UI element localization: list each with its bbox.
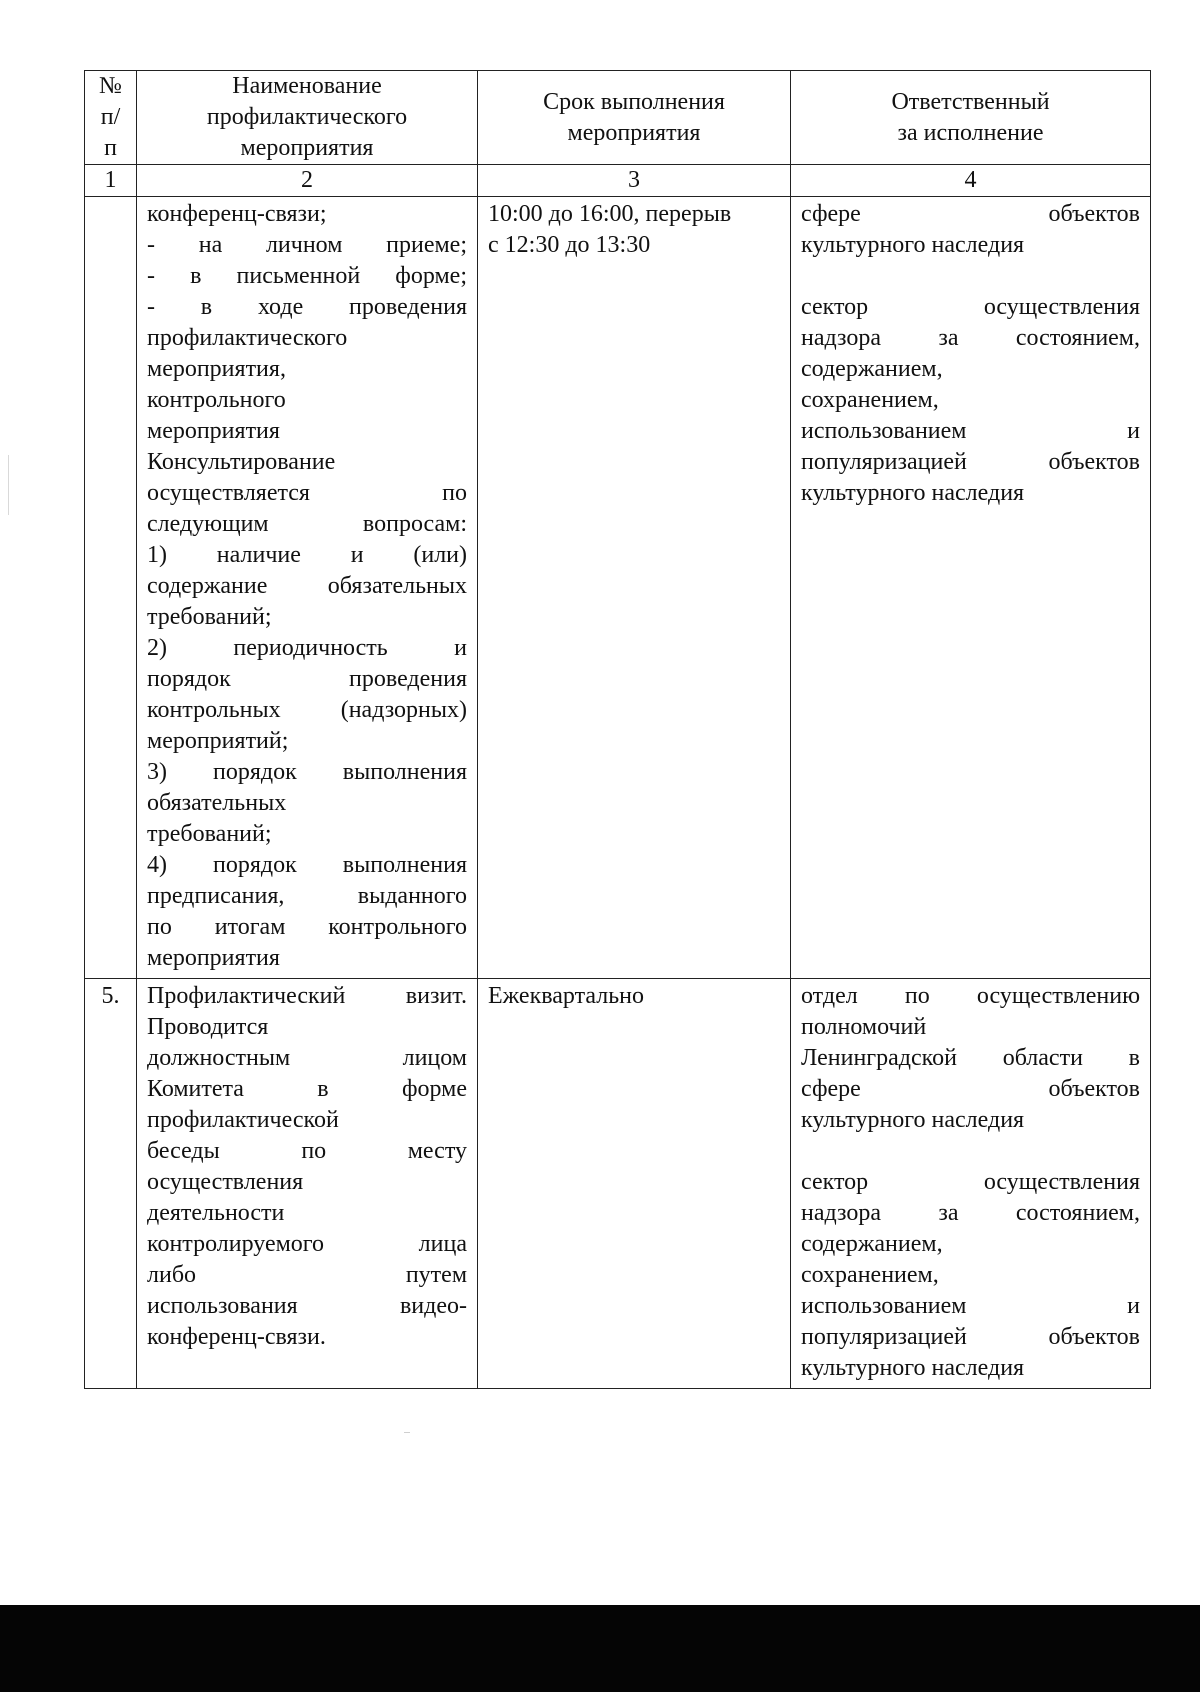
activity-name-cell-line: Комитета в форме (147, 1076, 467, 1102)
activity-name-cell-line: по итогам контрольного (147, 914, 467, 940)
activity-name-cell-line: осуществляется по (147, 480, 467, 506)
responsible-line: сектор осуществления (801, 294, 1140, 320)
activity-name-cell-line: предписания, выданного (147, 883, 467, 909)
header-term-line: мероприятия (567, 119, 701, 146)
responsible-line: культурного наследия (801, 232, 1025, 258)
responsible-line: сохранением, (801, 387, 939, 413)
row-number (85, 197, 137, 979)
paragraph-gap (801, 1136, 1140, 1167)
responsible-line: содержанием, (801, 1231, 943, 1257)
activity-name-cell-line: обязательных (147, 790, 287, 816)
column-number: 3 (478, 165, 791, 197)
header-name-line: мероприятия (240, 135, 374, 161)
activity-name-cell-line: конференц-связи; (147, 201, 327, 227)
activity-name-cell-line: 1) наличие и (или) (147, 542, 467, 568)
header-num-line: п/ (100, 104, 121, 130)
header-name-line: Наименование (232, 73, 382, 99)
term-cell (478, 197, 791, 979)
activity-name-cell-line: 3) порядок выполнения (147, 759, 467, 785)
responsible-line: надзора за состоянием, (801, 325, 1140, 351)
activity-name-cell-line: должностным лицом (147, 1045, 467, 1071)
responsible-line: популяризацией объектов (801, 449, 1140, 475)
responsible-line: полномочий (801, 1014, 927, 1040)
header-term (478, 71, 791, 165)
activity-name-cell-line: Профилактический визит. (147, 983, 467, 1009)
table-row (85, 979, 1151, 1389)
table-header-row (85, 71, 1151, 165)
responsible-cell (791, 197, 1151, 979)
activity-name-cell-line: либо путем (147, 1262, 467, 1288)
activity-name-cell-line: содержание обязательных (147, 573, 467, 599)
paragraph-gap (801, 261, 1140, 292)
responsible-line: использованием и (801, 418, 1140, 444)
activity-name-cell-line: профилактического (147, 325, 348, 351)
activity-name-cell-line: беседы по месту (147, 1138, 467, 1164)
activity-name-cell-line: мероприятия, (147, 356, 286, 382)
term-cell-line: 10:00 до 16:00, перерыв (488, 201, 732, 227)
responsible-line: использованием и (801, 1293, 1140, 1319)
scan-artifact-dot (404, 1432, 410, 1433)
responsible-line: культурного наследия (801, 480, 1025, 506)
column-number: 2 (137, 165, 478, 197)
activity-name-cell-line: осуществления (147, 1169, 304, 1195)
header-resp-line: за исполнение (897, 119, 1044, 146)
table-row (85, 197, 1151, 979)
activity-name-cell-line: профилактической (147, 1107, 339, 1133)
header-name-line: профилактического (206, 104, 408, 130)
responsible-line: содержанием, (801, 356, 943, 382)
activity-name-cell-line: 4) порядок выполнения (147, 852, 467, 878)
column-number: 4 (791, 165, 1151, 197)
responsible-cell (791, 979, 1151, 1389)
column-number: 1 (85, 165, 137, 197)
responsible-line: сохранением, (801, 1262, 939, 1288)
responsible-line: популяризацией объектов (801, 1324, 1140, 1350)
responsible-line: сектор осуществления (801, 1169, 1140, 1195)
activity-name-cell-line: порядок проведения (147, 666, 467, 692)
term-cell (478, 979, 791, 1389)
activity-name-cell-line: Проводится (147, 1014, 269, 1040)
activity-name-cell-line: - в ходе проведения (147, 294, 467, 320)
activities-table (84, 70, 1151, 1389)
header-resp (791, 71, 1151, 165)
activity-name-cell-line: требований; (147, 604, 272, 630)
scan-artifact-line (8, 455, 9, 515)
responsible-line: надзора за состоянием, (801, 1200, 1140, 1226)
term-cell-line: Ежеквартально (488, 983, 644, 1009)
activity-name-cell-line: мероприятия (147, 945, 280, 971)
activity-name-cell-line: Консультирование (147, 449, 336, 475)
activity-name-cell (137, 197, 478, 979)
column-number-row (85, 165, 1151, 197)
responsible-line: сфере объектов (801, 1076, 1140, 1102)
responsible-line: сфере объектов (801, 201, 1140, 227)
activity-name-cell-line: деятельности (147, 1200, 285, 1226)
activity-name-cell-line: контрольного (147, 387, 286, 413)
responsible-line: отдел по осуществлению (801, 983, 1140, 1009)
activity-name-cell (137, 979, 478, 1389)
activity-name-cell-line: требований; (147, 821, 272, 847)
activity-name-cell-line: следующим вопросам: (147, 511, 467, 537)
header-num-line: п (104, 135, 117, 161)
header-num-line: № (99, 73, 122, 99)
activity-name-cell-line: использования видео- (147, 1293, 467, 1319)
term-cell-line: с 12:30 до 13:30 (488, 232, 651, 258)
header-resp-line: Ответственный (891, 88, 1050, 115)
activity-name-cell-line: мероприятия (147, 418, 280, 444)
responsible-line: Ленинградской области в (801, 1045, 1140, 1071)
header-term-line: Срок выполнения (543, 88, 725, 115)
activity-name-cell-line: контролируемого лица (147, 1231, 467, 1257)
activity-name-cell-line: конференц-связи. (147, 1324, 326, 1350)
scan-black-border (0, 1605, 1200, 1692)
row-number: 5. (85, 979, 137, 1389)
header-name (137, 71, 478, 165)
activity-name-cell-line: 2) периодичность и (147, 635, 467, 661)
activity-name-cell-line: - в письменной форме; (147, 263, 467, 289)
activity-name-cell-line: - на личном приеме; (147, 232, 467, 258)
responsible-line: культурного наследия (801, 1107, 1025, 1133)
header-num (85, 71, 137, 165)
activity-name-cell-line: контрольных (надзорных) (147, 697, 467, 723)
responsible-line: культурного наследия (801, 1355, 1025, 1381)
activity-name-cell-line: мероприятий; (147, 728, 289, 754)
